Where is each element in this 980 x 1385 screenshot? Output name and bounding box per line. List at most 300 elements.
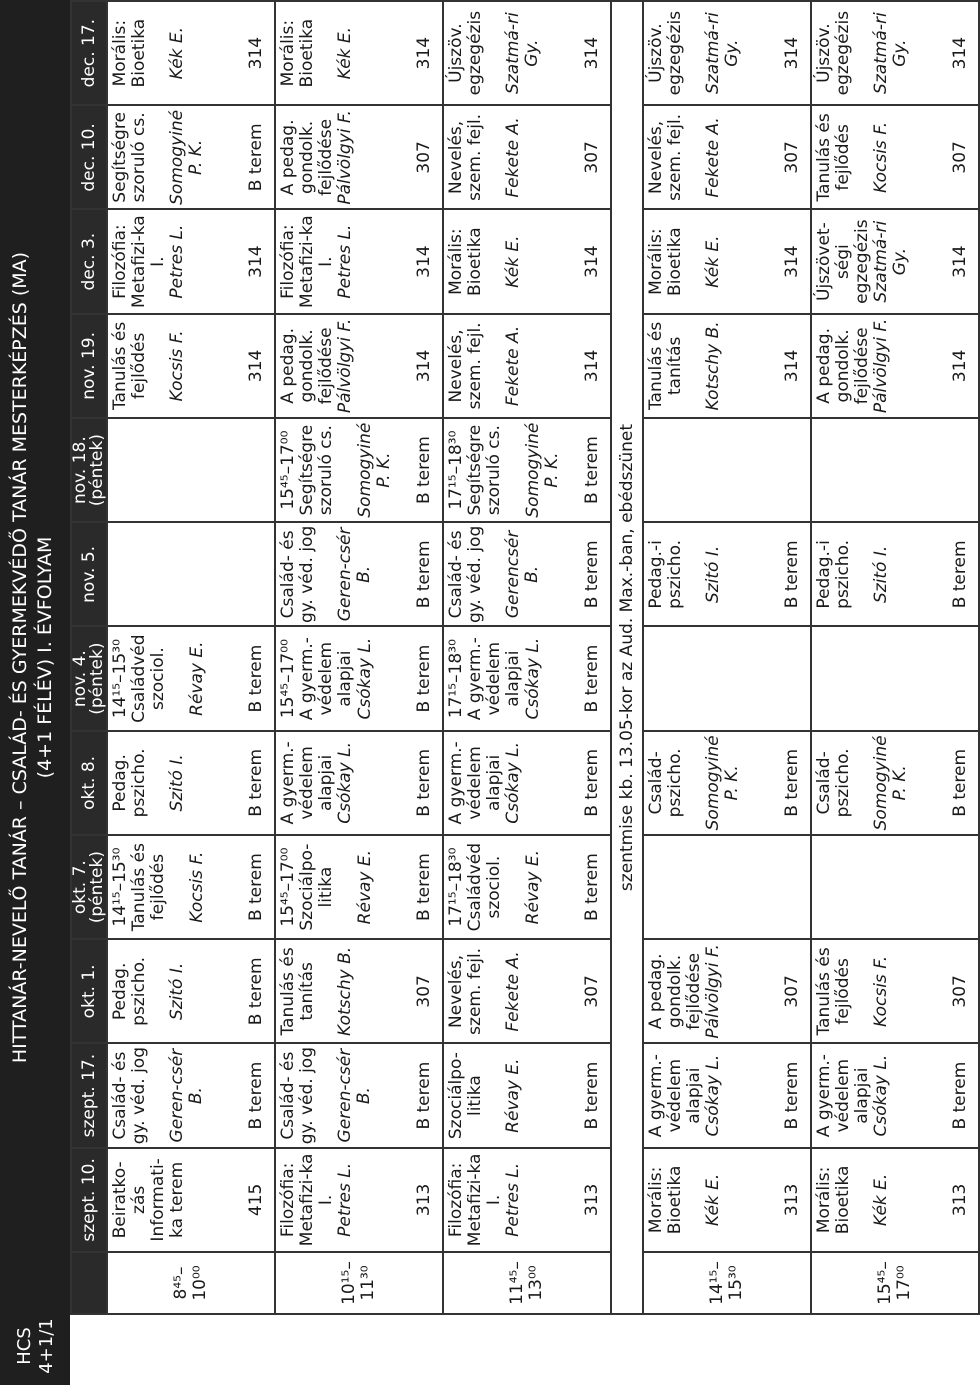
room-label: B terem [414,436,434,505]
room-label: B terem [950,748,970,817]
teacher-name: Fekete A. [503,951,523,1032]
cell-content [812,523,974,625]
group-code [8,1317,64,1375]
time-label: 15⁴⁵–17⁰⁰ [811,1252,979,1314]
course-name: Morális: Bioetika [814,1165,853,1235]
room-label: 307 [582,141,602,174]
date-header: szept. 10. [71,1148,107,1252]
course-name: Tanulás és fejlődés [814,947,853,1036]
cell-content [276,836,438,938]
course-title [647,211,685,313]
cell-content [812,836,974,938]
teacher-name: Csókay L. [355,637,375,720]
teacher-name: Somogyiné P. K. [871,735,910,831]
course-name: Segítségre szoruló cs. [465,424,504,516]
room-label: 307 [950,975,970,1008]
teacher-name: Szitó I. [167,962,187,1021]
cell-content [276,419,438,521]
course-title [111,1149,187,1251]
course-name: Filozófia: Metafizi-ka I. [278,1153,336,1247]
course-title [447,211,485,313]
course-title [447,2,485,104]
cell-content [812,732,974,834]
cell-content [108,523,270,625]
cell-content [644,315,806,417]
schedule-cell [643,939,811,1043]
teacher-name: Révay E. [355,849,375,925]
group-code-line2: 4+1/1 [36,1318,57,1374]
schedule-cell [275,314,443,418]
course-title [279,106,336,208]
room-label: B terem [582,853,602,922]
date-header: okt. 7. (péntek) [71,835,107,939]
room-label: B terem [414,644,434,713]
schedule-cell [643,835,811,939]
course-title [111,1045,149,1147]
cell-content [276,211,438,313]
schedule-cell [107,522,275,626]
teacher-name: Szatmá-ri Gy. [871,12,910,94]
schedule-cell [275,1,443,105]
room-label: 314 [246,245,266,278]
room-label: B terem [782,1061,802,1130]
course-name: A gyerm.-védelem alapjai [297,637,355,721]
room-label: B terem [246,748,266,817]
cell-content [108,419,270,521]
cell-content [444,211,606,313]
schedule-cell [275,939,443,1043]
cell-content [644,2,806,104]
course-title [279,1149,336,1251]
course-title [111,940,149,1042]
course-name: Tanulás és fejlődés [110,321,149,411]
cell-content [812,2,974,104]
cell-content [444,106,606,208]
schedule-cell [443,1148,611,1252]
teacher-name: Fekete A. [703,117,723,198]
room-label: 314 [414,245,434,278]
course-name: Tanulás és tanítás [646,321,685,411]
course-name: Segítségre szoruló cs. [110,112,149,203]
course-name: Pedag.-i pszicho. [814,539,853,609]
teacher-name: Somogyiné P. K. [167,109,206,205]
course-name: Morális: Bioetika [446,227,485,296]
schedule-table [70,0,980,1315]
teacher-name: Szitó I. [871,545,891,604]
cell-content [644,628,806,730]
teacher-name: Kék E. [703,235,723,288]
cell-content [276,523,438,625]
schedule-cell [107,939,275,1043]
schedule-cell [443,1,611,105]
course-title [647,2,685,104]
teacher-name: Csókay L. [335,742,355,824]
room-label: 314 [782,349,802,383]
cell-content [444,419,606,521]
course-title [447,315,485,417]
room-label: 314 [582,36,602,70]
cell-content [276,2,438,104]
schedule-cell [643,105,811,209]
schedule-cell [643,418,811,522]
room-label: B terem [582,748,602,817]
time-label: 10¹⁵–11³⁰ [275,1252,443,1314]
cell-content [108,1045,270,1147]
course-name: Család- és gy. véd. jog [278,1046,317,1145]
session-time: 15⁴⁵–17⁰⁰ [278,847,298,927]
time-label: 8⁴⁵–10⁰⁰ [107,1252,275,1314]
course-title [447,106,485,208]
teacher-name: Kocsis F. [167,330,187,402]
teacher-name: Kék E. [503,235,523,288]
schedule-cell [107,210,275,314]
time-slot-row [643,1,811,1314]
cell-content [444,940,606,1042]
room-label: 314 [246,349,266,383]
room-label: 313 [782,1183,802,1217]
room-label: 307 [782,975,802,1008]
schedule-cell [643,1044,811,1148]
course-title [815,106,853,208]
cell-content [276,628,438,730]
cell-content [276,106,438,208]
course-name: A gyerm.-védelem alapjai [465,637,523,721]
cell-content [444,836,606,938]
course-title [647,1149,685,1251]
teacher-name: Somogyiné P. K. [523,422,562,518]
session-time: 15⁴⁵–17⁰⁰ [278,430,298,510]
date-header: okt. 8. [71,731,107,835]
course-title [279,315,336,417]
teacher-name: Révay E. [523,849,543,925]
cell-content [108,106,270,208]
cell-content [108,1149,270,1251]
course-title [815,732,853,834]
course-name: Újszöv. egzegézis [446,10,485,96]
teacher-name: Szitó I. [167,754,187,812]
course-title [279,523,317,625]
date-header: dec. 3. [71,210,107,314]
room-label: B terem [582,1061,602,1130]
course-name: Nevelés, szem. fejl. [646,113,685,201]
teacher-name: Szatmá-ri Gy. [703,12,742,94]
schedule-cell [643,522,811,626]
schedule-cell [107,627,275,731]
session-time: 17¹⁵–18³⁰ [446,430,466,510]
schedule-cell [107,731,275,835]
room-label: 314 [782,245,802,278]
schedule-cell [643,314,811,418]
cell-content [644,836,806,938]
cell-content [644,732,806,834]
course-name: Család-pszicho. [646,748,685,818]
room-label: B terem [246,957,266,1026]
teacher-name: Kocsis F. [871,955,891,1027]
schedule-cell [811,522,979,626]
course-name: Segítségre szoruló cs. [297,424,336,516]
teacher-name: Somogyiné P. K. [355,422,394,518]
schedule-cell [107,105,275,209]
schedule-cell [811,1,979,105]
room-label: 314 [782,36,802,70]
course-name: Pedag. pszicho. [110,748,149,818]
room-label: 307 [582,975,602,1008]
course-title [815,523,853,625]
cell-content [644,1045,806,1147]
room-label: B terem [246,644,266,713]
course-title [447,523,485,625]
teacher-name: Gerencsér B. [503,530,542,619]
course-title [447,940,485,1042]
date-header: okt. 1. [71,939,107,1043]
course-title [815,940,853,1042]
course-name: A gyerm.-védelem alapjai [446,741,504,825]
course-title [815,315,872,417]
course-title [815,211,872,313]
cell-content [812,211,974,313]
cell-content [644,106,806,208]
cell-content [276,315,438,417]
schedule-cell [275,731,443,835]
teacher-name: Pálvölgyi F. [703,944,723,1039]
session-time: 15⁴⁵–17⁰⁰ [278,639,298,719]
course-name: Beiratko-zás Informati-ka terem [110,1158,187,1242]
course-name: Családvéd szociol. [465,842,504,932]
session-time: 14¹⁵–15³⁰ [110,847,130,927]
course-title [111,2,149,104]
cell-content [812,628,974,730]
teacher-name: Kék E. [871,1173,891,1227]
schedule-cell [275,418,443,522]
teacher-name: Geren-csér B. [335,1048,374,1143]
course-name: Tanulás és fejlődés [814,113,853,202]
course-name: Morális: Bioetika [110,18,149,88]
schedule-cell [107,1148,275,1252]
course-name: Filozófia: Metafizi-ka I. [446,1153,504,1247]
schedule-cell [643,210,811,314]
teacher-name: Kotschy B. [335,946,355,1036]
cell-content [444,2,606,104]
schedule-cell [443,314,611,418]
cell-content [108,628,270,730]
schedule-cell [107,418,275,522]
course-name: Család- és gy. véd. jog [110,1046,149,1145]
cell-content [444,628,606,730]
course-title [815,1045,872,1147]
course-name: Tanulás és tanítás [278,947,317,1036]
schedule-cell [443,105,611,209]
room-label: 314 [950,349,970,383]
room-label: 314 [582,349,602,383]
room-label: 314 [414,349,434,383]
room-label: B terem [414,853,434,922]
time-slot-row [107,1,275,1314]
time-label: 11⁴⁵–13⁰⁰ [443,1252,611,1314]
cell-content [444,315,606,417]
time-slot-row [811,1,979,1314]
course-title [279,732,336,834]
course-title [279,940,317,1042]
cell-content [108,732,270,834]
schedule-cell [107,1044,275,1148]
date-header: nov. 18. (péntek) [71,418,107,522]
teacher-name: Szatmá-ri Gy. [871,220,910,303]
schedule-cell [443,1044,611,1148]
cell-content [108,2,270,104]
course-title [447,1045,485,1147]
schedule-cell [275,522,443,626]
cell-content [108,836,270,938]
teacher-name: Kotschy B. [703,321,723,411]
schedule-cell [443,835,611,939]
teacher-name: Csókay L. [703,1054,723,1137]
teacher-name: Csókay L. [523,637,543,720]
cell-content [444,732,606,834]
teacher-name: Petres L. [503,1162,523,1237]
schedule-cell [811,627,979,731]
teacher-name: Petres L. [167,224,187,299]
schedule-cell [275,627,443,731]
teacher-name: Pálvölgyi F. [871,318,891,414]
course-name: A pedag. gondolk. fejlődése [646,952,704,1030]
teacher-name: Révay E. [503,1058,523,1133]
room-label: B terem [782,540,802,609]
course-name: Nevelés, szem. fejl. [446,322,485,410]
course-title [279,2,317,104]
cell-content [444,1045,606,1147]
schedule-cell [811,939,979,1043]
course-title [647,940,704,1042]
course-title [111,732,149,834]
course-title [647,315,685,417]
course-name: Filozófia: Metafizi-ka I. [110,215,168,308]
course-name: Nevelés, szem. fejl. [446,947,485,1035]
course-title [279,628,355,730]
date-header: szept. 17. [71,1044,107,1148]
cell-content [108,315,270,417]
schedule-cell [643,627,811,731]
course-name: Morális: Bioetika [646,227,685,296]
cell-content [644,523,806,625]
teacher-name: Fekete A. [503,325,523,407]
cell-content [444,1149,606,1251]
title-line1: HITTANÁR-NEVELŐ TANÁR – CSALÁD- ÉS GYERMEKVÉDŐ TANÁR MESTERKÉPZÉS (MA) [9,251,31,1064]
cell-content [644,1149,806,1251]
room-label: 314 [582,245,602,278]
header-corner [71,1252,107,1314]
teacher-name: Kék E. [703,1173,723,1227]
course-title [447,836,504,938]
room-label: B terem [782,748,802,817]
course-title [447,419,504,521]
course-name: Morális: Bioetika [278,18,317,88]
room-label: B terem [414,540,434,609]
schedule-cell [811,314,979,418]
teacher-name: Pálvölgyi F. [335,110,355,205]
date-header: nov. 4. (péntek) [71,627,107,731]
session-time: 17¹⁵–18³⁰ [446,847,466,927]
date-header: nov. 5. [71,522,107,626]
teacher-name: Révay E. [187,641,207,716]
room-label: B terem [950,540,970,609]
group-code-line1: HCS [14,1327,35,1365]
course-title [447,732,504,834]
course-name: Család- és gy. véd. jog [278,525,317,624]
room-label: 307 [782,141,802,174]
course-name: Pedag.-i pszicho. [646,539,685,609]
teacher-name: Csókay L. [871,1054,891,1137]
cell-content [108,211,270,313]
course-title [111,628,168,730]
session-time: 14¹⁵–15³⁰ [110,639,130,719]
schedule-cell [811,418,979,522]
course-title [815,1149,853,1251]
teacher-name: Fekete A. [503,117,523,198]
course-name: Pedag. pszicho. [110,956,149,1026]
schedule-cell [811,1148,979,1252]
schedule-cell [275,1148,443,1252]
course-title [647,523,685,625]
teacher-name: Petres L. [335,1162,355,1237]
cell-content [276,940,438,1042]
course-name: Újszöv. egzegézis [646,10,685,96]
schedule-cell [107,1,275,105]
course-name: Újszöv. egzegézis [814,10,853,96]
course-title [647,106,685,208]
cell-content [276,732,438,834]
cell-content [812,940,974,1042]
schedule-cell [811,105,979,209]
room-label: B terem [246,1061,266,1130]
course-title [279,419,336,521]
room-label: 314 [414,36,434,70]
cell-content [644,940,806,1042]
schedule-cell [443,418,611,522]
course-name: Szociálpo-litika [297,843,336,931]
course-title [111,836,168,938]
teacher-name: Geren-csér B. [335,527,374,622]
course-name: A gyerm.-védelem alapjai [814,1054,872,1138]
page-title [8,0,58,1315]
cell-content [276,1149,438,1251]
teacher-name: Csókay L. [503,742,523,824]
teacher-name: Szitó I. [703,545,723,604]
course-name: Filozófia: Metafizi-ka I. [278,215,336,308]
teacher-name: Kék E. [335,26,355,80]
schedule-cell [275,835,443,939]
course-title [279,211,336,313]
time-label: 14¹⁵–15³⁰ [643,1252,811,1314]
course-title [447,628,523,730]
title-bar [0,0,70,1385]
course-title [111,211,168,313]
course-name: Szociálpo-litika [446,1052,485,1140]
teacher-name: Somogyiné P. K. [703,735,742,831]
room-label: 415 [246,1183,266,1217]
cell-content [812,419,974,521]
course-name: Morális: Bioetika [646,1165,685,1235]
cell-content [444,523,606,625]
room-label: 314 [950,36,970,70]
title-line2: (4+1 FÉLÉV) I. ÉVFOLYAM [34,536,56,779]
room-label: 307 [414,141,434,174]
schedule-cell [107,835,275,939]
room-label: B terem [414,748,434,817]
date-header: nov. 19. [71,314,107,418]
course-title [279,1045,317,1147]
room-label: B terem [950,1061,970,1130]
teacher-name: Szatmá-ri Gy. [503,12,542,94]
